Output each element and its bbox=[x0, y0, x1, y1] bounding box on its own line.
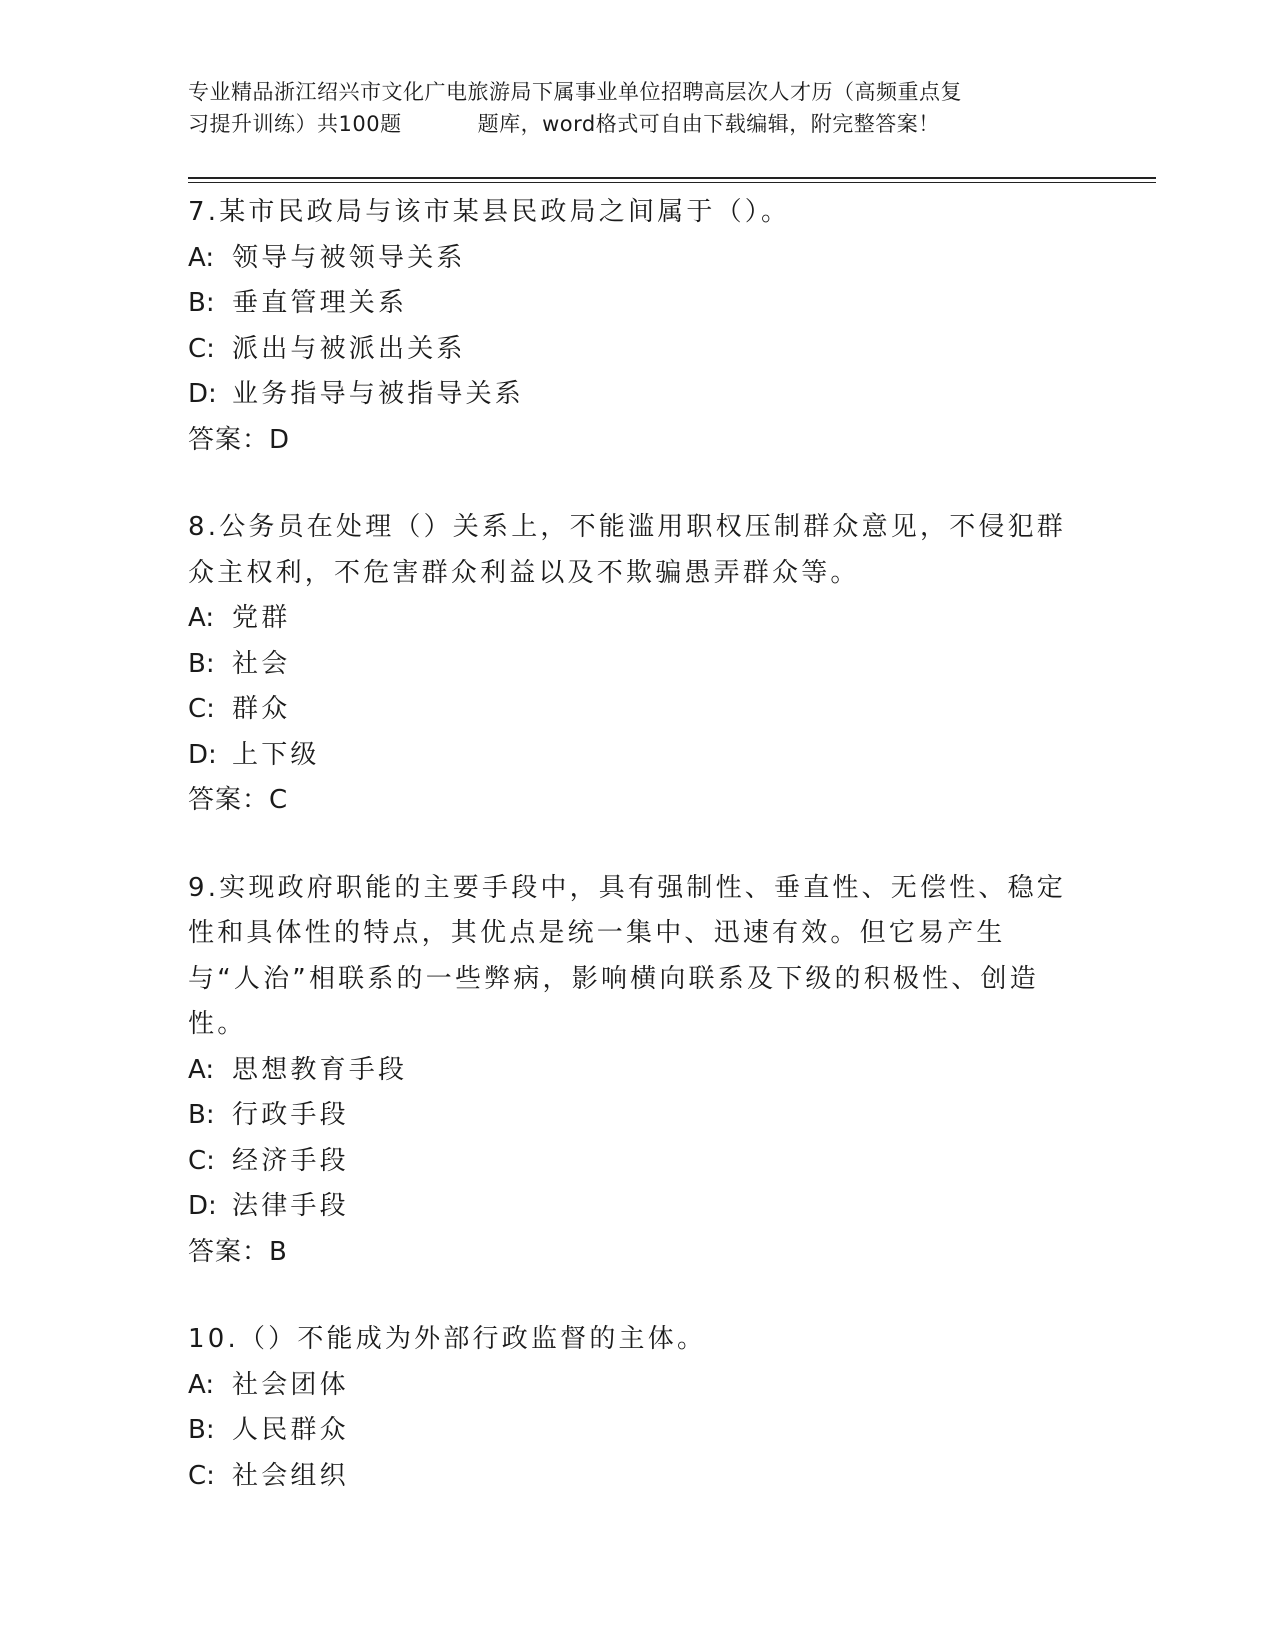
option-c bbox=[188, 1454, 1068, 1500]
option-a bbox=[188, 1048, 1068, 1094]
option-key: B: bbox=[188, 648, 215, 679]
option-b bbox=[188, 281, 1068, 327]
option-text: 党群 bbox=[232, 603, 291, 633]
answer: 答案：B bbox=[188, 1236, 288, 1267]
question-stem: 7.某市民政局与该市某县民政局之间属于（）。 bbox=[188, 197, 791, 227]
option-text: 经济手段 bbox=[232, 1145, 349, 1176]
option-key: C: bbox=[188, 333, 215, 364]
option-b bbox=[188, 1093, 1068, 1139]
question-list bbox=[188, 190, 1068, 1541]
option-d bbox=[188, 733, 1068, 779]
option-b bbox=[188, 1408, 1068, 1454]
option-text: 思想教育手段 bbox=[232, 1054, 408, 1085]
header-rule-thick bbox=[188, 177, 1156, 179]
option-c bbox=[188, 327, 1068, 373]
question-stem: 9.实现政府职能的主要手段中，具有强制性、垂直性、无偿性、稳定性和具体性的特点，其优点是统一集中、迅速有效。但它易产生与“人治”相联系的一些弊病，影响横向联系及下级的积极性、创造性。 bbox=[188, 872, 1067, 1039]
option-key: B: bbox=[188, 1415, 215, 1445]
option-text: 社会 bbox=[232, 648, 291, 679]
question-8 bbox=[188, 505, 1068, 824]
document-header bbox=[188, 76, 1088, 140]
option-b bbox=[188, 642, 1068, 688]
option-text: 派出与被派出关系 bbox=[232, 333, 466, 364]
header-line-2-part-2: 题库，word格式可自由下载编辑，附完整答案！ bbox=[477, 112, 940, 136]
answer: 答案：D bbox=[188, 424, 291, 455]
option-text: 群众 bbox=[232, 694, 291, 724]
question-7 bbox=[188, 190, 1068, 463]
header-line-2-part-1: 习提升训练）共100题 bbox=[188, 112, 402, 136]
option-key: C: bbox=[188, 1145, 215, 1176]
option-d bbox=[188, 372, 1068, 418]
option-c bbox=[188, 687, 1068, 733]
question-9 bbox=[188, 866, 1068, 1276]
option-a bbox=[188, 1363, 1068, 1409]
option-d bbox=[188, 1184, 1068, 1230]
option-c bbox=[188, 1139, 1068, 1185]
option-key: D: bbox=[188, 379, 217, 409]
option-a bbox=[188, 236, 1068, 282]
option-key: C: bbox=[188, 694, 215, 724]
question-10 bbox=[188, 1317, 1068, 1499]
question-stem: 8.公务员在处理（）关系上，不能滥用职权压制群众意见，不侵犯群众主权利，不危害群众利益以及不欺骗愚弄群众等。 bbox=[188, 512, 1067, 588]
option-text: 法律手段 bbox=[232, 1191, 349, 1221]
option-key: D: bbox=[188, 1191, 217, 1221]
header-rule-thin bbox=[188, 182, 1156, 183]
option-text: 行政手段 bbox=[232, 1100, 349, 1130]
question-stem: 10.（）不能成为外部行政监督的主体。 bbox=[188, 1324, 707, 1354]
option-key: C: bbox=[188, 1460, 215, 1491]
option-text: 人民群众 bbox=[232, 1415, 349, 1445]
option-text: 社会团体 bbox=[232, 1369, 349, 1400]
option-key: B: bbox=[188, 1100, 215, 1130]
option-a bbox=[188, 596, 1068, 642]
answer: 答案：C bbox=[188, 785, 289, 815]
option-key: A: bbox=[188, 242, 215, 273]
option-key: B: bbox=[188, 288, 215, 318]
option-text: 业务指导与被指导关系 bbox=[232, 379, 525, 409]
option-text: 社会组织 bbox=[232, 1460, 349, 1491]
option-key: A: bbox=[188, 1054, 215, 1085]
option-text: 上下级 bbox=[232, 739, 320, 770]
header-line-1: 专业精品浙江绍兴市文化广电旅游局下属事业单位招聘高层次人才历（高频重点复 bbox=[188, 80, 962, 104]
option-key: A: bbox=[188, 603, 215, 633]
option-key: D: bbox=[188, 739, 217, 770]
option-key: A: bbox=[188, 1369, 215, 1400]
option-text: 领导与被领导关系 bbox=[232, 242, 466, 273]
header-line-2 bbox=[188, 108, 1088, 140]
option-text: 垂直管理关系 bbox=[232, 288, 408, 318]
